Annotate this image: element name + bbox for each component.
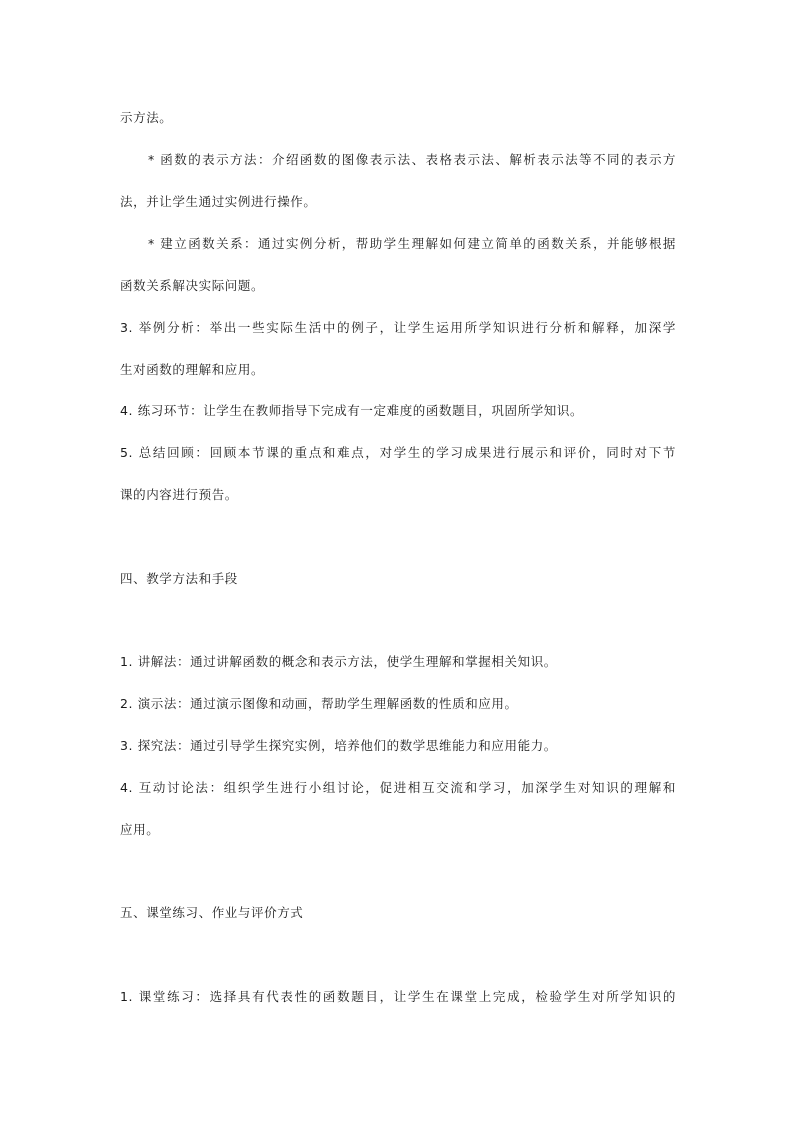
text-line: * 建立函数关系：通过实例分析，帮助学生理解如何建立简单的函数关系，并能够根据 (148, 236, 676, 251)
list-item: 4. 练习环节：让学生在教师指导下完成有一定难度的函数题目，巩固所学知识。 (120, 403, 584, 418)
list-item: 4. 互动讨论法：组织学生进行小组讨论，促进相互交流和学习，加深学生对知识的理解和 (120, 780, 676, 795)
text-line: 课的内容进行预告。 (120, 487, 238, 502)
text-line: 法，并让学生通过实例进行操作。 (120, 194, 317, 209)
list-item: 1. 讲解法：通过讲解函数的概念和表示方法，使学生理解和掌握相关知识。 (120, 654, 557, 669)
list-item: 1. 课堂练习：选择具有代表性的函数题目，让学生在课堂上完成，检验学生对所学知识的 (120, 989, 676, 1004)
text-line: 示方法。 (120, 110, 173, 125)
text-line: 函数关系解决实际问题。 (120, 278, 265, 293)
list-item: 5. 总结回顾：回顾本节课的重点和难点，对学生的学习成果进行展示和评价，同时对下节 (120, 445, 676, 460)
text-line: 生对函数的理解和应用。 (120, 362, 265, 377)
text-line: * 函数的表示方法：介绍函数的图像表示法、表格表示法、解析表示法等不同的表示方 (148, 152, 676, 167)
section-heading: 四、教学方法和手段 (120, 571, 238, 586)
list-item: 3. 探究法：通过引导学生探究实例，培养他们的数学思维能力和应用能力。 (120, 738, 557, 753)
text-line: 应用。 (120, 822, 160, 837)
list-item: 2. 演示法：通过演示图像和动画，帮助学生理解函数的性质和应用。 (120, 696, 518, 711)
section-heading: 五、课堂练习、作业与评价方式 (120, 905, 304, 920)
list-item: 3. 举例分析：举出一些实际生活中的例子，让学生运用所学知识进行分析和解释，加深学 (120, 320, 676, 335)
